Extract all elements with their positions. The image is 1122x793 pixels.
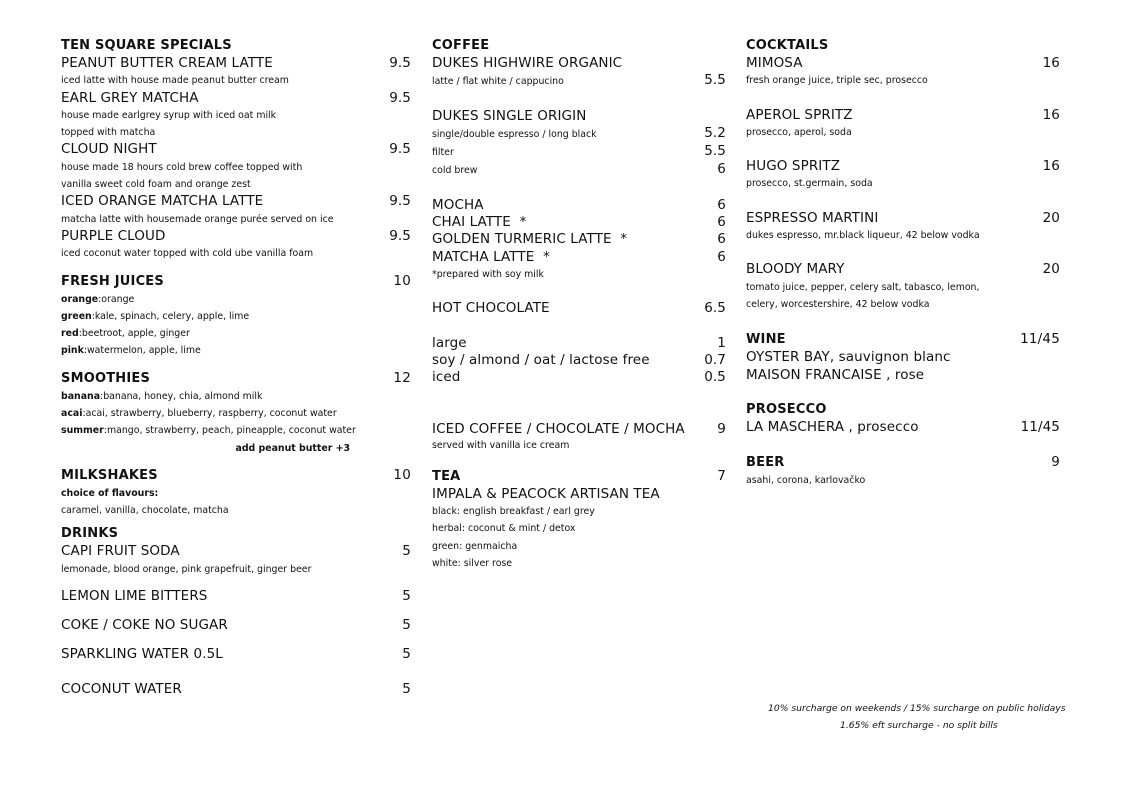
menu-item [61,543,411,560]
item-desc: iced latte with house made peanut butter cream [61,75,289,87]
item-price: 16 [1042,55,1060,71]
wine-item: MAISON FRANCAISE , rose [746,366,925,383]
item-price: 5 [402,680,411,697]
extra-item [432,335,726,352]
section-price: 9 [1051,454,1060,471]
juice-value: :kale, spinach, celery, apple, lime [91,310,250,322]
menu-item [432,249,726,266]
menu-item [432,72,726,90]
item-name: APEROL SPRITZ [746,106,853,123]
item-price: 5 [402,617,411,634]
item-desc: house made 18 hours cold brew coffee topped with [61,161,303,173]
item-name: large [432,334,467,351]
extra-item [432,352,726,369]
item-price: 9.5 [389,193,411,210]
section-title-wine [746,330,1060,349]
item-name: ESPRESSO MARTINI [746,209,879,226]
item-name: HUGO SPRITZ [746,158,841,175]
menu-item [432,421,726,438]
section-name: WINE [746,332,786,348]
item-desc: matcha latte with housemade orange purée served on ice [61,213,334,225]
item-price: 6 [717,214,726,231]
item-name: LEMON LIME BITTERS [61,587,208,604]
menu-item [61,193,411,210]
item-name: MATCHA LATTE * [432,248,551,265]
item-name: LA MASCHERA , prosecco [746,418,919,435]
item-name: COCONUT WATER [61,680,182,697]
menu-item [432,231,726,248]
section-title-beer [746,453,1060,472]
item-name: PURPLE CLOUD [61,227,166,244]
item-name: CHAI LATTE * [432,214,527,231]
item-price: 20 [1042,209,1060,226]
section-name: SMOOTHIES [61,370,151,386]
menu-item [61,681,411,698]
menu-item [746,419,1060,436]
menu-item [746,261,1060,278]
item-desc: latte / flat white / cappucino [432,76,564,88]
tea-line: black: english breakfast / earl grey [432,506,595,518]
smoothie-key: summer [61,425,104,437]
item-price: 5.5 [704,72,726,89]
item-desc: topped with matcha [61,127,156,139]
smoothie-option [61,422,411,439]
item-desc: asahi, corona, karlovačko [746,475,866,487]
smoothie-value: :mango, strawberry, peach, pineapple, coconut water [103,425,356,437]
item-price: 5 [402,646,411,663]
milkshake-flavours: caramel, vanilla, chocolate, matcha [61,504,229,516]
menu-item [61,588,411,605]
item-desc: fresh orange juice, triple sec, prosecco [746,75,928,87]
section-price: 7 [717,467,726,484]
item-price: 9 [717,421,726,438]
item-desc: house made earlgrey syrup with iced oat milk [61,109,277,121]
item-name: COKE / COKE NO SUGAR [61,617,228,634]
item-name: EARL GREY MATCHA [61,89,199,106]
item-desc: single/double espresso / long black [432,128,597,140]
item-price: 11/45 [1020,418,1060,435]
menu-item [746,158,1060,175]
section-title-juices [61,272,411,291]
item-price: 6 [717,196,726,213]
menu-item [432,300,726,317]
section-title-smoothies [61,369,411,388]
menu-item [432,197,726,214]
item-price: 6 [717,161,726,178]
smoothie-key: acai [61,408,83,420]
item-name: SPARKLING WATER 0.5L [61,646,223,663]
item-price: 16 [1042,158,1060,175]
item-desc: lemonade, blood orange, pink grapefruit, ginger beer [61,563,312,575]
eft-note: 1.65% eft surcharge - no split bills [840,720,998,731]
section-title-specials: TEN SQUARE SPECIALS [61,38,232,53]
wine-item: OYSTER BAY, sauvignon blanc [746,349,951,366]
menu-column-middle [432,37,726,572]
item-desc: tomato juice, pepper, celery salt, tabasco, lemon, [746,281,980,293]
section-price: 11/45 [1020,331,1060,348]
item-desc: served with vanilla ice cream [432,439,570,451]
item-desc: filter [432,147,454,159]
section-name: MILKSHAKES [61,467,158,483]
item-desc: iced coconut water topped with cold ube vanilla foam [61,248,314,260]
item-price: 0.5 [704,369,726,386]
item-price: 20 [1042,261,1060,278]
smoothie-option [61,405,411,422]
soy-note: *prepared with soy milk [432,268,544,280]
menu-item [746,55,1060,72]
menu-column-right [746,37,1060,489]
smoothie-value: :acai, strawberry, blueberry, raspberry, coconut water [82,408,337,420]
item-name: iced [432,369,461,386]
item-desc: prosecco, aperol, soda [746,126,852,138]
item-desc: cold brew [432,165,478,177]
juice-key: orange [61,293,99,305]
item-price: 6 [717,231,726,248]
juice-option [61,342,411,359]
item-name: MIMOSA [746,55,803,71]
item-price: 5.5 [704,143,726,160]
tea-line: herbal: coconut & mint / detox [432,523,576,535]
section-title-prosecco: PROSECCO [746,401,827,417]
menu-item [61,141,411,158]
juice-option [61,291,411,308]
item-name: CLOUD NIGHT [61,141,157,158]
section-name: BEER [746,455,785,471]
milkshake-choice: choice of flavours: [61,487,159,499]
item-price: 0.7 [704,351,726,368]
section-name: TEA [432,468,461,484]
juice-value: :orange [98,293,135,305]
item-price: 16 [1042,106,1060,123]
item-name: MOCHA [432,196,484,213]
section-price: 10 [393,272,411,289]
item-price: 6 [717,248,726,265]
menu-item [61,90,411,107]
smoothie-key: banana [61,390,101,402]
extra-item [432,369,726,386]
item-name: CAPI FRUIT SODA [61,543,180,560]
item-desc: prosecco, st.germain, soda [746,178,873,190]
juice-value: :beetroot, apple, ginger [78,328,190,340]
section-title-drinks: DRINKS [61,526,119,542]
section-title-coffee: COFFEE [432,38,490,53]
item-name: BLOODY MARY [746,261,845,278]
menu-column-left [61,37,411,698]
smoothie-option [61,388,411,405]
item-name: ICED COFFEE / CHOCOLATE / MOCHA [432,421,685,438]
section-title-cocktails: COCKTAILS [746,38,829,53]
menu-item [432,214,726,231]
item-name: soy / almond / oat / lactose free [432,351,650,368]
menu-item [61,228,411,245]
menu-item [746,210,1060,227]
menu-item [61,55,411,72]
item-name: DUKES HIGHWIRE ORGANIC [432,55,623,71]
section-name: FRESH JUICES [61,273,164,289]
item-name: IMPALA & PEACOCK ARTISAN TEA [432,485,660,502]
section-title-tea [432,467,726,486]
item-price: 9.5 [389,89,411,106]
item-price: 5 [402,543,411,560]
juice-option [61,308,411,325]
smoothie-addon: add peanut butter +3 [235,442,350,454]
item-name: GOLDEN TURMERIC LATTE * [432,231,628,248]
tea-line: white: silver rose [432,557,513,569]
item-price: 5 [402,587,411,604]
item-desc: vanilla sweet cold foam and orange zest [61,179,251,191]
section-price: 10 [393,466,411,483]
item-price: 5.2 [704,124,726,141]
item-desc: dukes espresso, mr.black liqueur, 42 below vodka [746,230,980,242]
item-price: 6.5 [704,300,726,317]
juice-value: :watermelon, apple, lime [83,345,201,357]
surcharge-note: 10% surcharge on weekends / 15% surcharge on public holidays [768,703,1066,714]
item-desc: celery, worcestershire, 42 below vodka [746,298,930,310]
item-price: 1 [717,334,726,351]
item-price: 9.5 [389,55,411,71]
menu-item [432,143,726,161]
menu-item [432,161,726,179]
smoothie-value: :banana, honey, chia, almond milk [100,390,263,402]
juice-option [61,325,411,342]
item-name: ICED ORANGE MATCHA LATTE [61,193,264,210]
juice-key: green [61,310,92,322]
item-price: 9.5 [389,141,411,158]
item-name: PEANUT BUTTER CREAM LATTE [61,55,273,71]
menu-item [432,125,726,143]
juice-key: red [61,328,79,340]
item-price: 9.5 [389,227,411,244]
section-title-milkshakes [61,466,411,485]
menu-item [61,646,411,663]
menu-item [746,107,1060,124]
item-name: HOT CHOCOLATE [432,300,550,317]
section-price: 12 [393,369,411,386]
tea-line: green: genmaicha [432,540,518,552]
item-name: DUKES SINGLE ORIGIN [432,107,587,124]
juice-key: pink [61,345,84,357]
menu-item [61,617,411,634]
